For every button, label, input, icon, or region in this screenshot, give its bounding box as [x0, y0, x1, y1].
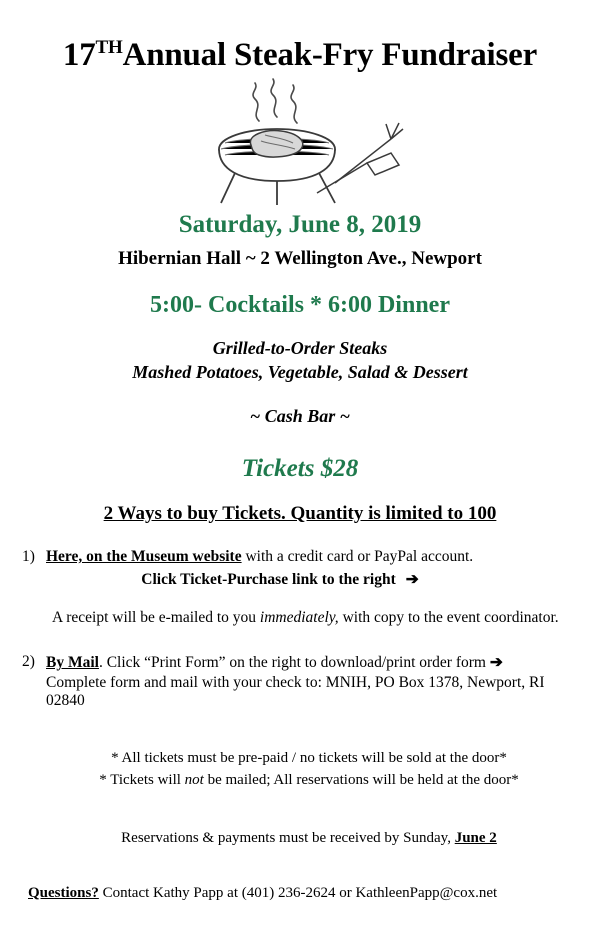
flyer-page	[0, 38, 600, 951]
receipt-pre: A receipt will be e-mailed to you	[52, 609, 260, 627]
instruction-item-1	[22, 548, 586, 566]
ways-to-buy-heading	[14, 503, 586, 525]
grill-with-steak-icon	[185, 77, 415, 207]
purchase-instructions	[14, 548, 586, 710]
instruction-item-2	[22, 653, 586, 710]
title-number: 17	[62, 37, 96, 73]
grill-illustration	[14, 77, 586, 207]
note-not-mailed	[32, 770, 586, 792]
ticket-price: Tickets $28	[241, 455, 359, 483]
event-times: 5:00- Cocktails * 6:00 Dinner	[150, 291, 450, 318]
menu-line-1: Grilled-to-Order Steaks	[212, 337, 388, 358]
menu-description	[14, 336, 586, 385]
item-2-rest: . Click “Print Form” on the right to download/print order form	[98, 654, 490, 672]
item-2-body	[46, 653, 586, 710]
right-arrow-icon: ➔	[405, 571, 419, 589]
note-prepaid: * All tickets must be pre-paid / no tickets will be sold at the door*	[111, 750, 507, 767]
item-2-line-2: Complete form and mail with your check to: MNIH, PO Box 1378, Newport, RI 02840	[46, 674, 545, 710]
print-form-arrow-icon: ➔	[489, 654, 503, 672]
receipt-note	[52, 609, 586, 627]
note2-pre: * Tickets will	[99, 771, 185, 788]
ticket-purchase-text: Click Ticket-Purchase link to the right	[141, 571, 396, 589]
reservations-date: June 2	[454, 829, 497, 846]
cash-bar-note: ~ Cash Bar ~	[249, 406, 351, 427]
item-1-body	[46, 548, 586, 566]
note2-post: be mailed; All reservations will be held at the door*	[203, 771, 519, 788]
questions-contact	[14, 885, 586, 902]
museum-website-link[interactable]: Here, on the Museum website	[46, 548, 242, 566]
title-main-text: Annual Steak-Fry Fundraiser	[122, 37, 538, 73]
questions-text: Contact Kathy Papp at (401) 236-2624 or KathleenPapp@cox.net	[98, 884, 498, 901]
ways-to-buy-text: 2 Ways to buy Tickets. Quantity is limited to 100	[103, 503, 497, 525]
event-date: Saturday, June 8, 2019	[178, 210, 422, 238]
note2-emphasis: not	[184, 771, 204, 788]
reservations-text: Reservations & payments must be received by Sunday,	[121, 829, 455, 846]
questions-label: Questions?	[28, 884, 99, 901]
item-1-number: 1)	[22, 548, 35, 566]
ticket-notes	[14, 748, 586, 792]
by-mail-label: By Mail	[46, 654, 99, 672]
ticket-purchase-callout	[22, 570, 586, 589]
item-2-line-1	[46, 653, 586, 672]
menu-line-2: Mashed Potatoes, Vegetable, Salad & Dessert	[132, 361, 468, 382]
item-1-rest: with a credit card or PayPal account.	[241, 548, 474, 566]
title-ordinal-suffix: TH	[95, 37, 123, 58]
event-venue: Hibernian Hall ~ 2 Wellington Ave., Newport	[118, 247, 482, 269]
page-title	[14, 38, 586, 73]
item-2-number: 2)	[22, 653, 35, 671]
reservations-deadline	[14, 830, 586, 847]
receipt-post: with copy to the event coordinator.	[338, 609, 559, 627]
receipt-emphasis: immediately,	[259, 609, 339, 627]
